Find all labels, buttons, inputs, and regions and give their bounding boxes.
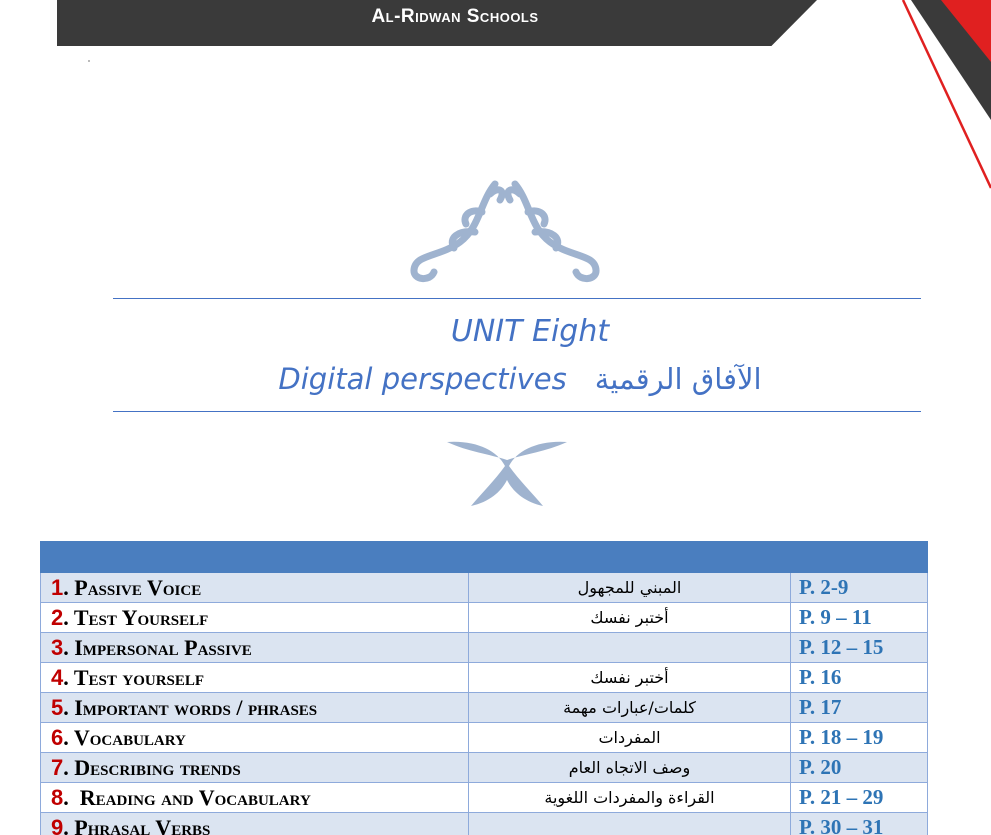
- subtitle-arabic: الآفاق الرقمية: [594, 362, 762, 396]
- table-row: [41, 603, 928, 633]
- arabic-cell: أختبر نفسك: [469, 603, 791, 633]
- topic-cell: 5. Important words / phrases: [41, 693, 469, 723]
- topic-cell: 6. Vocabulary: [41, 723, 469, 753]
- table-row: [41, 693, 928, 723]
- top-rule: [113, 298, 921, 299]
- arabic-cell: المبني للمجهول: [469, 573, 791, 603]
- unit-title: UNIT Eight: [450, 314, 610, 349]
- topic-cell: 1. Passive Voice: [41, 573, 469, 603]
- table-header-band: [41, 542, 928, 573]
- school-name: Al-Ridwan Schools: [371, 6, 539, 27]
- page-cell: P. 21 – 29: [791, 783, 928, 813]
- topic-cell: 9. Phrasal Verbs: [41, 813, 469, 835]
- topic-cell: 2. Test Yourself: [41, 603, 469, 633]
- page-cell: P. 20: [791, 753, 928, 783]
- page-cell: P. 2-9: [791, 573, 928, 603]
- topic-cell: 8. Reading and Vocabulary: [41, 783, 469, 813]
- corner-decoration: [791, 0, 991, 190]
- contents-table: [40, 541, 928, 835]
- page-cell: P. 30 – 31: [791, 813, 928, 835]
- page-cell: P. 17: [791, 693, 928, 723]
- topic-cell: 4. Test yourself: [41, 663, 469, 693]
- arabic-cell: القراءة والمفردات اللغوية: [469, 783, 791, 813]
- table-row: [41, 633, 928, 663]
- page-cell: P. 9 – 11: [791, 603, 928, 633]
- table-row: [41, 573, 928, 603]
- arabic-cell: كلمات/عبارات مهمة: [469, 693, 791, 723]
- page-cell: P. 12 – 15: [791, 633, 928, 663]
- arabic-cell: المفردات: [469, 723, 791, 753]
- topic-cell: 3. Impersonal Passive: [41, 633, 469, 663]
- unit-subtitle: [200, 362, 840, 396]
- table-row: [41, 723, 928, 753]
- table-row: [41, 783, 928, 813]
- table-row: [41, 813, 928, 835]
- page-cell: P. 16: [791, 663, 928, 693]
- table-row: [41, 753, 928, 783]
- table-row: [41, 663, 928, 693]
- bottom-rule: [113, 411, 921, 412]
- topic-cell: 7. Describing trends: [41, 753, 469, 783]
- leaf-divider-ornament-icon: [445, 436, 569, 510]
- arabic-cell: أختبر نفسك: [469, 663, 791, 693]
- arabic-cell: وصف الاتجاه العام: [469, 753, 791, 783]
- arabic-cell: [469, 633, 791, 663]
- subtitle-english: Digital perspectives: [278, 362, 567, 396]
- stray-mark: [88, 60, 90, 62]
- floral-scroll-ornament-icon: [400, 172, 610, 284]
- page-cell: P. 18 – 19: [791, 723, 928, 753]
- arabic-cell: [469, 813, 791, 835]
